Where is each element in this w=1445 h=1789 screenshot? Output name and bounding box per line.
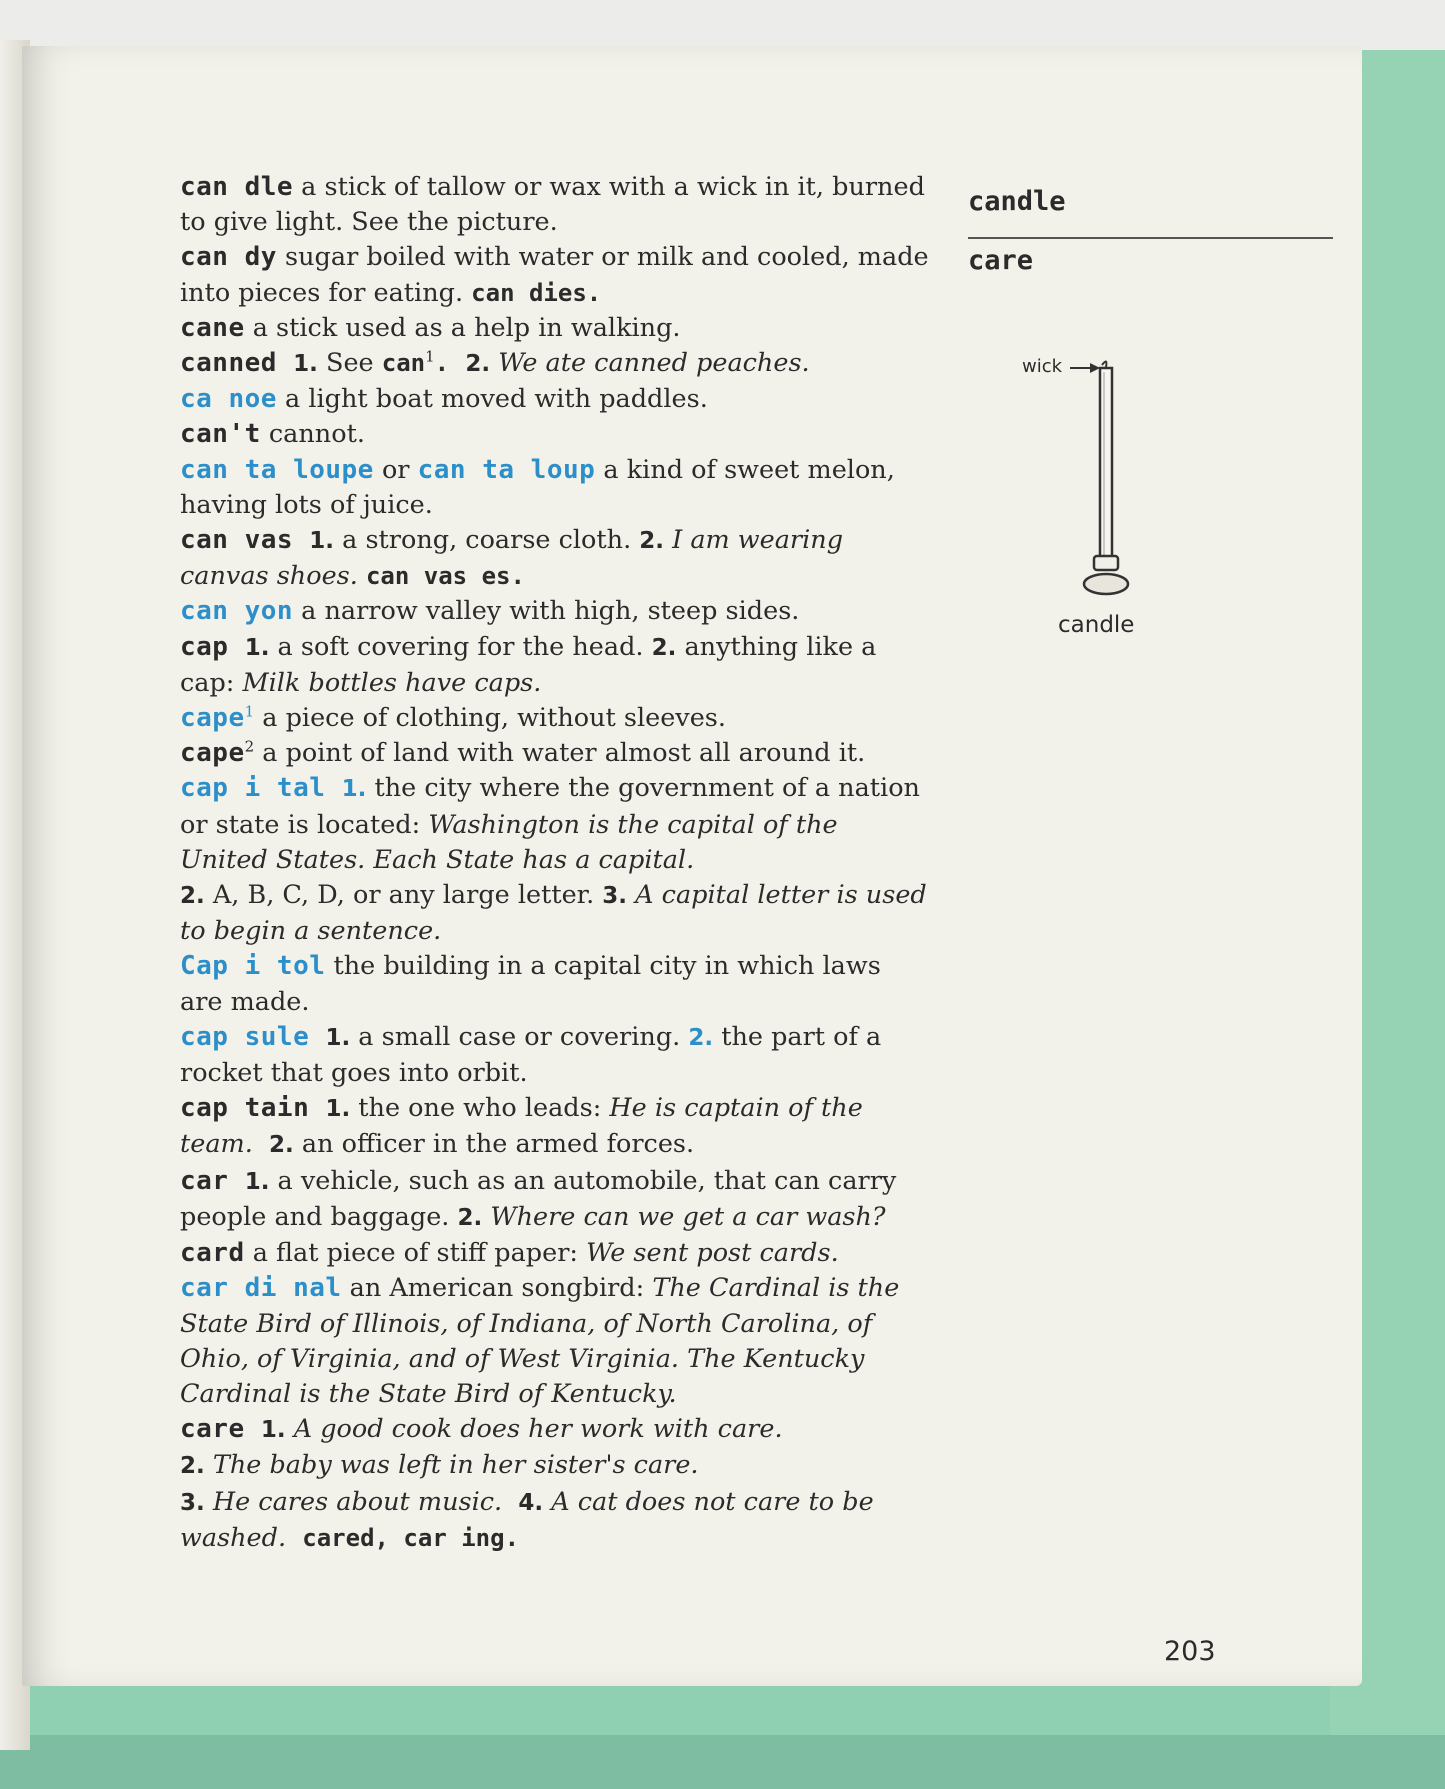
definition: a flat piece of stiff paper: <box>244 1238 587 1269</box>
candle-illustration-icon <box>1010 350 1210 650</box>
entry-list <box>180 170 930 1556</box>
inflection: cared, car ing. <box>302 1523 520 1552</box>
page-number: 203 <box>1164 1636 1216 1667</box>
sense-number: 1. <box>260 1417 286 1444</box>
homograph-number: 2 <box>244 737 255 756</box>
entry-card <box>180 1236 930 1271</box>
entry-candle <box>180 170 930 240</box>
sense-number: 2. <box>651 634 677 661</box>
headword: can yon <box>180 596 294 627</box>
headword: cap <box>180 631 229 662</box>
entry-canvas <box>180 523 930 594</box>
example: The Cardinal is the State Bird of Illinois, of Indiana, of North Carolina, of Ohio, of Virginia, and of West Virginia. The Kentucky Cardinal is the State Bird of Kentucky. <box>180 1273 900 1409</box>
sense-number: 1. <box>309 528 335 555</box>
headword: cane <box>180 312 245 343</box>
sense-number: 2. <box>269 1132 294 1159</box>
homograph-number: 1 <box>244 702 255 721</box>
book-cover-bottom <box>0 1735 1445 1789</box>
definition: A, B, C, D, or any large letter. <box>204 880 603 911</box>
headword: cap sule <box>180 1021 310 1052</box>
definition: a soft covering for the head. <box>269 631 652 662</box>
headword: cape <box>180 738 245 769</box>
wick-label: wick <box>1022 356 1063 377</box>
example: He cares about music. <box>212 1486 503 1517</box>
entry-cape-2 <box>180 736 930 771</box>
headword: care <box>180 1414 245 1445</box>
entry-cardinal <box>180 1271 930 1412</box>
definition: a kind of sweet melon, having lots of juice. <box>180 454 895 520</box>
headword: car di nal <box>180 1273 342 1304</box>
entry-capsule <box>180 1020 930 1091</box>
entry-cape-1 <box>180 701 930 736</box>
entry-canned <box>180 346 930 382</box>
sense-number: 2. <box>639 528 665 555</box>
cross-reference: can <box>381 349 426 378</box>
entry-car <box>180 1164 930 1236</box>
definition: a narrow valley with high, steep sides. <box>293 596 800 627</box>
definition: a piece of clothing, without sleeves. <box>254 703 726 734</box>
guide-rule <box>968 237 1333 239</box>
definition: the part of a rocket that goes into orbit. <box>180 1021 882 1089</box>
headword: can ta loupe <box>180 454 374 485</box>
sense-number: 1. <box>341 776 367 803</box>
headword: can't <box>180 419 261 450</box>
example: The baby was left in her sister's care. <box>212 1450 699 1481</box>
headword: canned <box>180 348 277 379</box>
definition: the building in a capital city in which laws are made. <box>180 951 881 1017</box>
example: A cat does not care to be washed. <box>180 1486 874 1553</box>
headword: cap tain <box>180 1093 310 1124</box>
sense-number: 3. <box>180 1489 205 1516</box>
example: Where can we get a car wash? <box>490 1201 886 1232</box>
sense-number: 4. <box>518 1489 544 1516</box>
example: I am wearing canvas shoes. <box>180 525 844 592</box>
definition: a vehicle, such as an automobile, that can carry people and baggage. <box>180 1165 897 1232</box>
definition: the city where the government of a nation or state is located: <box>180 773 920 840</box>
example: A capital letter is used to begin a sentence. <box>180 880 927 947</box>
entry-care <box>180 1412 930 1556</box>
homograph-number: 1 <box>425 347 435 366</box>
entry-canoe <box>180 382 930 417</box>
cross-reference-end: . <box>434 349 450 378</box>
example: A good cook does her work with care. <box>293 1414 783 1445</box>
entry-candy <box>180 240 930 310</box>
entry-cap <box>180 630 930 701</box>
definition: a small case or covering. <box>350 1021 689 1052</box>
example: He is captain of the team. <box>180 1093 863 1160</box>
definition: a light boat moved with paddles. <box>276 384 708 415</box>
sense-number: 1. <box>244 1168 270 1195</box>
sense-number: 1. <box>325 1024 351 1051</box>
guide-word-bottom: care <box>968 245 1034 276</box>
conjunction: or <box>373 454 418 485</box>
entry-canyon <box>180 594 930 629</box>
entry-cantaloupe <box>180 453 930 523</box>
illustration-caption: candle <box>1058 612 1135 638</box>
inflection: can dies. <box>471 278 602 307</box>
headword: cape <box>180 703 245 734</box>
sense-number: 1. <box>293 351 318 378</box>
sense-number: 1. <box>325 1096 351 1123</box>
sense-number: 2. <box>180 1453 205 1480</box>
entry-capital <box>180 771 930 949</box>
definition: a stick of tallow or wax with a wick in it, burned to give light. See the picture. <box>180 172 925 238</box>
example: Milk bottles have caps. <box>242 667 542 698</box>
definition: cannot. <box>260 419 365 450</box>
example: We ate canned peaches. <box>498 348 810 379</box>
entry-cane <box>180 311 930 346</box>
definition: anything like a cap: <box>180 631 877 698</box>
headword: can dle <box>180 172 294 202</box>
headword: cap i tal <box>180 773 326 804</box>
sense-number: 1. <box>244 634 270 661</box>
example: Washington is the capital of the United States. Each State has a capital. <box>180 809 838 875</box>
definition: an officer in the armed forces. <box>293 1129 695 1160</box>
sense-number: 2. <box>688 1024 714 1051</box>
definition: a stick used as a help in walking. <box>244 312 681 343</box>
entry-capitol <box>180 949 930 1019</box>
sense-number: 2. <box>457 1204 483 1231</box>
headword: Cap i tol <box>180 951 326 982</box>
example: We sent post cards. <box>586 1238 839 1269</box>
headword: car <box>180 1165 229 1196</box>
definition: sugar boiled with water or milk and cooled, made into pieces for eating. <box>180 242 929 308</box>
headword: card <box>180 1238 245 1269</box>
headword: can dy <box>180 242 277 273</box>
guide-word-top: candle <box>968 186 1066 217</box>
definition: See <box>317 348 382 379</box>
entry-cant <box>180 417 930 452</box>
sense-number: 2. <box>465 351 491 378</box>
definition: a point of land with water almost all around it. <box>254 738 866 769</box>
definition: an American songbird: <box>341 1273 653 1304</box>
sense-number: 2. <box>180 883 205 910</box>
headword: can vas <box>180 525 294 556</box>
inflection: can vas es. <box>365 562 525 591</box>
definition: the one who leads: <box>350 1093 610 1124</box>
definition: a strong, coarse cloth. <box>334 525 640 556</box>
entry-captain <box>180 1091 930 1163</box>
sense-number: 3. <box>602 883 628 910</box>
headword: ca noe <box>180 384 277 415</box>
headword-variant: can ta loup <box>417 454 596 485</box>
